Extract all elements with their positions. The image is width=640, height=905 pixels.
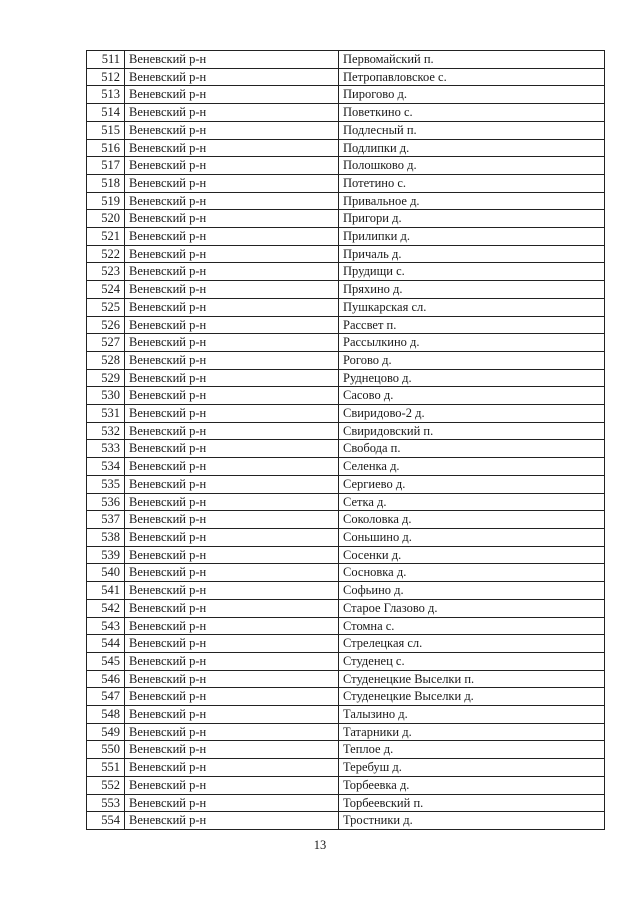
district-cell: Веневский р-н	[125, 139, 339, 157]
settlement-cell: Пушкарская сл.	[339, 298, 605, 316]
table-row	[87, 617, 605, 635]
settlement-cell: Теребуш д.	[339, 759, 605, 777]
district-cell: Веневский р-н	[125, 51, 339, 69]
district-cell: Веневский р-н	[125, 794, 339, 812]
table-row	[87, 281, 605, 299]
district-cell: Веневский р-н	[125, 316, 339, 334]
row-number-cell: 538	[87, 528, 125, 546]
district-cell: Веневский р-н	[125, 812, 339, 830]
settlement-cell: Пирогово д.	[339, 86, 605, 104]
row-number-cell: 553	[87, 794, 125, 812]
table-row	[87, 706, 605, 724]
row-number-cell: 522	[87, 245, 125, 263]
settlement-cell: Подлесный п.	[339, 121, 605, 139]
row-number-cell: 550	[87, 741, 125, 759]
table-row	[87, 599, 605, 617]
table-row	[87, 210, 605, 228]
table-row	[87, 440, 605, 458]
settlement-cell: Петропавловское с.	[339, 68, 605, 86]
district-cell: Веневский р-н	[125, 528, 339, 546]
settlement-cell: Потетино с.	[339, 174, 605, 192]
table-row	[87, 475, 605, 493]
settlement-cell: Свиридовский п.	[339, 422, 605, 440]
row-number-cell: 514	[87, 104, 125, 122]
table-row	[87, 493, 605, 511]
district-cell: Веневский р-н	[125, 440, 339, 458]
table-row	[87, 723, 605, 741]
table-row	[87, 68, 605, 86]
row-number-cell: 543	[87, 617, 125, 635]
settlement-cell: Полошково д.	[339, 157, 605, 175]
settlement-cell: Сосенки д.	[339, 546, 605, 564]
table-row	[87, 688, 605, 706]
table-row	[87, 351, 605, 369]
table-row	[87, 564, 605, 582]
district-cell: Веневский р-н	[125, 422, 339, 440]
table-row	[87, 812, 605, 830]
district-cell: Веневский р-н	[125, 776, 339, 794]
table-row	[87, 316, 605, 334]
settlement-cell: Рассылкино д.	[339, 334, 605, 352]
settlement-cell: Торбеевка д.	[339, 776, 605, 794]
district-cell: Веневский р-н	[125, 706, 339, 724]
district-cell: Веневский р-н	[125, 670, 339, 688]
settlement-cell: Привальное д.	[339, 192, 605, 210]
settlement-cell: Рогово д.	[339, 351, 605, 369]
district-cell: Веневский р-н	[125, 298, 339, 316]
row-number-cell: 515	[87, 121, 125, 139]
table-row	[87, 51, 605, 69]
table-row	[87, 139, 605, 157]
row-number-cell: 518	[87, 174, 125, 192]
district-cell: Веневский р-н	[125, 599, 339, 617]
settlement-cell: Софьино д.	[339, 582, 605, 600]
row-number-cell: 531	[87, 405, 125, 423]
table-row	[87, 582, 605, 600]
district-cell: Веневский р-н	[125, 263, 339, 281]
row-number-cell: 525	[87, 298, 125, 316]
row-number-cell: 530	[87, 387, 125, 405]
settlement-cell: Свобода п.	[339, 440, 605, 458]
settlement-cell: Соколовка д.	[339, 511, 605, 529]
row-number-cell: 533	[87, 440, 125, 458]
settlement-cell: Татарники д.	[339, 723, 605, 741]
district-cell: Веневский р-н	[125, 192, 339, 210]
settlement-cell: Первомайский п.	[339, 51, 605, 69]
row-number-cell: 536	[87, 493, 125, 511]
settlement-cell: Пригори д.	[339, 210, 605, 228]
district-cell: Веневский р-н	[125, 68, 339, 86]
district-cell: Веневский р-н	[125, 121, 339, 139]
settlement-cell: Студенецкие Выселки п.	[339, 670, 605, 688]
row-number-cell: 540	[87, 564, 125, 582]
table-row	[87, 776, 605, 794]
row-number-cell: 537	[87, 511, 125, 529]
settlement-cell: Селенка д.	[339, 458, 605, 476]
district-cell: Веневский р-н	[125, 228, 339, 246]
table-row	[87, 528, 605, 546]
table-row	[87, 298, 605, 316]
row-number-cell: 528	[87, 351, 125, 369]
settlements-table-body	[87, 51, 605, 830]
row-number-cell: 529	[87, 369, 125, 387]
settlement-cell: Прудищи с.	[339, 263, 605, 281]
table-row	[87, 387, 605, 405]
district-cell: Веневский р-н	[125, 387, 339, 405]
row-number-cell: 511	[87, 51, 125, 69]
settlement-cell: Стрелецкая сл.	[339, 635, 605, 653]
table-row	[87, 121, 605, 139]
row-number-cell: 513	[87, 86, 125, 104]
row-number-cell: 544	[87, 635, 125, 653]
settlement-cell: Свиридово-2 д.	[339, 405, 605, 423]
row-number-cell: 541	[87, 582, 125, 600]
district-cell: Веневский р-н	[125, 86, 339, 104]
table-row	[87, 635, 605, 653]
settlement-cell: Прилипки д.	[339, 228, 605, 246]
district-cell: Веневский р-н	[125, 104, 339, 122]
row-number-cell: 526	[87, 316, 125, 334]
district-cell: Веневский р-н	[125, 688, 339, 706]
row-number-cell: 517	[87, 157, 125, 175]
settlement-cell: Торбеевский п.	[339, 794, 605, 812]
row-number-cell: 551	[87, 759, 125, 777]
district-cell: Веневский р-н	[125, 351, 339, 369]
row-number-cell: 549	[87, 723, 125, 741]
district-cell: Веневский р-н	[125, 245, 339, 263]
district-cell: Веневский р-н	[125, 546, 339, 564]
row-number-cell: 552	[87, 776, 125, 794]
settlement-cell: Сергиево д.	[339, 475, 605, 493]
table-row	[87, 263, 605, 281]
table-row	[87, 86, 605, 104]
table-row	[87, 422, 605, 440]
row-number-cell: 542	[87, 599, 125, 617]
district-cell: Веневский р-н	[125, 493, 339, 511]
row-number-cell: 512	[87, 68, 125, 86]
district-cell: Веневский р-н	[125, 475, 339, 493]
district-cell: Веневский р-н	[125, 369, 339, 387]
row-number-cell: 519	[87, 192, 125, 210]
district-cell: Веневский р-н	[125, 157, 339, 175]
settlements-table	[86, 50, 605, 830]
row-number-cell: 545	[87, 652, 125, 670]
row-number-cell: 539	[87, 546, 125, 564]
settlement-cell: Сосновка д.	[339, 564, 605, 582]
district-cell: Веневский р-н	[125, 723, 339, 741]
row-number-cell: 516	[87, 139, 125, 157]
settlement-cell: Соньшино д.	[339, 528, 605, 546]
district-cell: Веневский р-н	[125, 741, 339, 759]
table-row	[87, 652, 605, 670]
table-row	[87, 192, 605, 210]
page-number: 13	[313, 838, 327, 852]
settlement-cell: Рассвет п.	[339, 316, 605, 334]
table-row	[87, 546, 605, 564]
table-row	[87, 670, 605, 688]
table-row	[87, 334, 605, 352]
row-number-cell: 527	[87, 334, 125, 352]
settlement-cell: Сасово д.	[339, 387, 605, 405]
settlement-cell: Студенецкие Выселки д.	[339, 688, 605, 706]
row-number-cell: 546	[87, 670, 125, 688]
row-number-cell: 532	[87, 422, 125, 440]
district-cell: Веневский р-н	[125, 564, 339, 582]
settlement-cell: Старое Глазово д.	[339, 599, 605, 617]
table-row	[87, 511, 605, 529]
row-number-cell: 523	[87, 263, 125, 281]
row-number-cell: 521	[87, 228, 125, 246]
district-cell: Веневский р-н	[125, 210, 339, 228]
row-number-cell: 520	[87, 210, 125, 228]
district-cell: Веневский р-н	[125, 405, 339, 423]
table-row	[87, 104, 605, 122]
settlement-cell: Поветкино с.	[339, 104, 605, 122]
settlement-cell: Сетка д.	[339, 493, 605, 511]
district-cell: Веневский р-н	[125, 511, 339, 529]
settlement-cell: Пряхино д.	[339, 281, 605, 299]
row-number-cell: 534	[87, 458, 125, 476]
table-row	[87, 741, 605, 759]
settlement-cell: Студенец с.	[339, 652, 605, 670]
table-row	[87, 405, 605, 423]
table-row	[87, 458, 605, 476]
row-number-cell: 535	[87, 475, 125, 493]
table-row	[87, 759, 605, 777]
settlement-cell: Тростники д.	[339, 812, 605, 830]
settlement-cell: Подлипки д.	[339, 139, 605, 157]
settlement-cell: Причаль д.	[339, 245, 605, 263]
district-cell: Веневский р-н	[125, 635, 339, 653]
district-cell: Веневский р-н	[125, 174, 339, 192]
table-row	[87, 174, 605, 192]
row-number-cell: 548	[87, 706, 125, 724]
table-row	[87, 245, 605, 263]
district-cell: Веневский р-н	[125, 458, 339, 476]
row-number-cell: 554	[87, 812, 125, 830]
district-cell: Веневский р-н	[125, 281, 339, 299]
district-cell: Веневский р-н	[125, 759, 339, 777]
settlement-cell: Руднецово д.	[339, 369, 605, 387]
row-number-cell: 524	[87, 281, 125, 299]
row-number-cell: 547	[87, 688, 125, 706]
district-cell: Веневский р-н	[125, 582, 339, 600]
district-cell: Веневский р-н	[125, 652, 339, 670]
settlement-cell: Стомна с.	[339, 617, 605, 635]
table-row	[87, 228, 605, 246]
district-cell: Веневский р-н	[125, 334, 339, 352]
table-row	[87, 369, 605, 387]
table-row	[87, 157, 605, 175]
table-row	[87, 794, 605, 812]
settlement-cell: Теплое д.	[339, 741, 605, 759]
district-cell: Веневский р-н	[125, 617, 339, 635]
settlement-cell: Талызино д.	[339, 706, 605, 724]
